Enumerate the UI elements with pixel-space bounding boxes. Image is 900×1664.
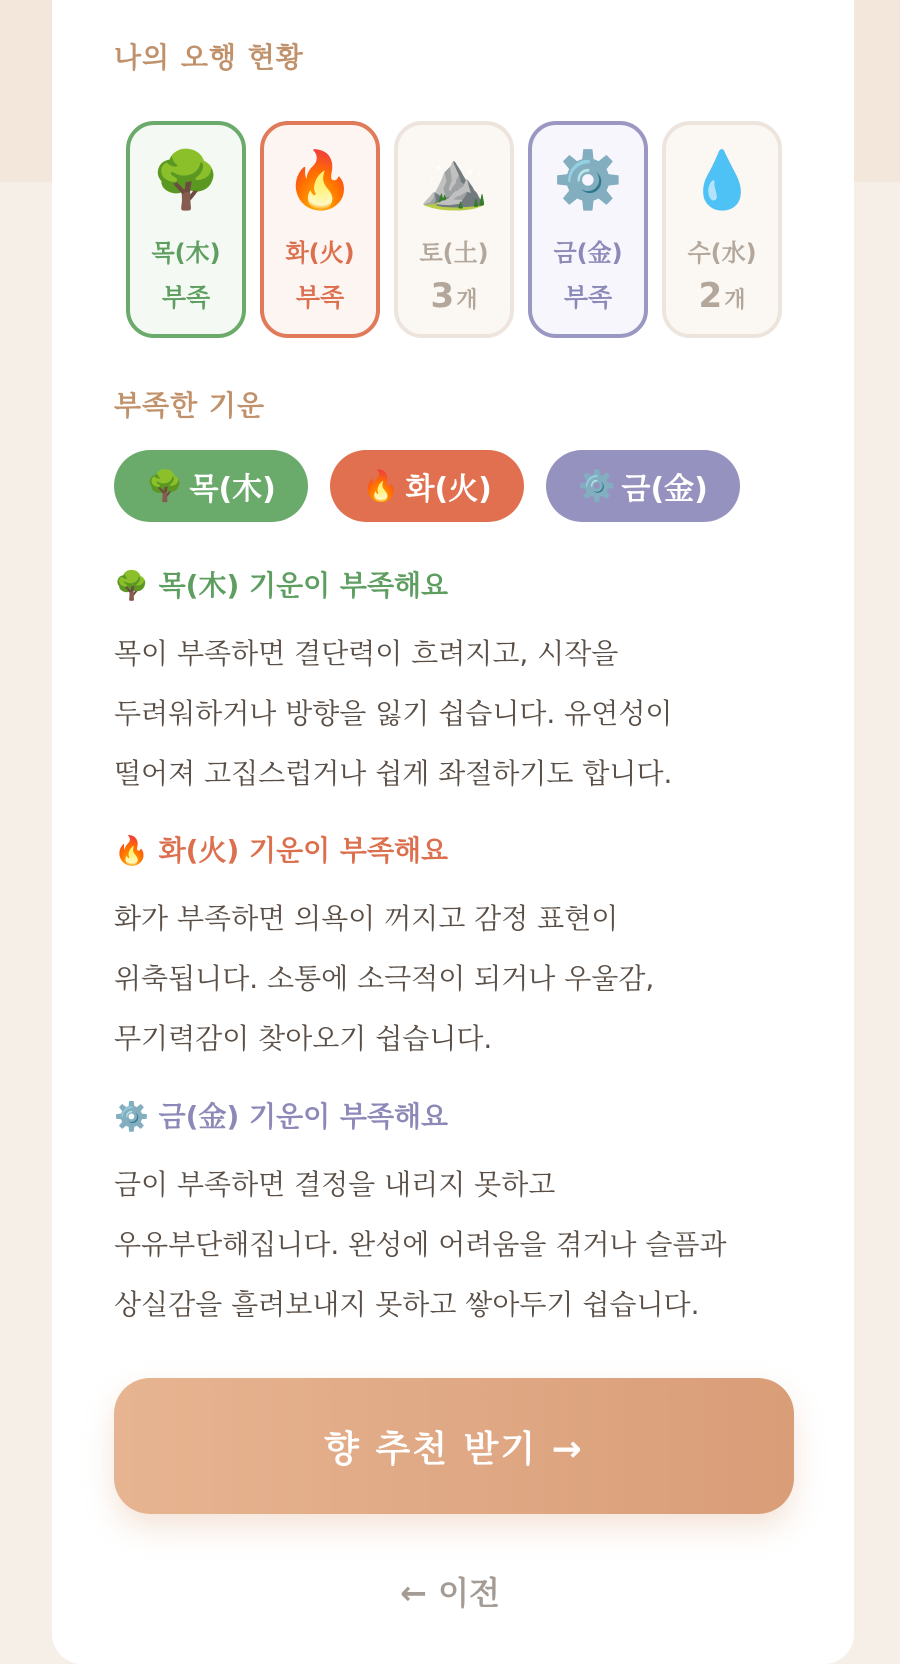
description-line: 위축됩니다. 소통에 소극적이 되거나 우울감, [114, 962, 655, 995]
status-section-title: 나의 오행 현황 [114, 41, 304, 74]
description-wood [114, 566, 794, 804]
back-button[interactable]: ← 이전 [400, 1574, 500, 1612]
element-count [431, 276, 478, 316]
five-elements-row [126, 121, 782, 338]
description-line: 화가 부족하면 의욕이 꺼지고 감정 표현이 [114, 902, 619, 935]
element-card-wood [126, 121, 246, 338]
description-heading-text: 금(金) 기운이 부족해요 [158, 1100, 449, 1133]
element-status: 부족 [161, 283, 211, 312]
element-name: 목(木) [151, 239, 221, 267]
lacking-pill-label: 금(金) [621, 472, 708, 507]
description-line: 상실감을 흘려보내지 못하고 쌓아두기 쉽습니다. [114, 1288, 700, 1321]
element-count-unit: 개 [456, 288, 478, 313]
element-count-value: 3 [430, 276, 455, 316]
background-band-right [848, 0, 900, 182]
mountain-icon: ⛰️ [419, 148, 489, 213]
fire-icon: 🔥 [362, 468, 400, 504]
description-heading [114, 1097, 794, 1137]
description-line: 금이 부족하면 결정을 내리지 못하고 [114, 1168, 556, 1201]
description-line: 무기력감이 찾아오기 쉽습니다. [114, 1022, 493, 1055]
droplet-icon: 💧 [687, 148, 757, 213]
description-body [114, 1155, 794, 1335]
description-heading [114, 566, 794, 606]
description-metal [114, 1097, 794, 1335]
element-card-metal [528, 121, 648, 338]
element-count-value: 2 [698, 276, 723, 316]
description-line: 떨어져 고집스럽거나 쉽게 좌절하기도 합니다. [114, 757, 673, 790]
description-fire [114, 831, 794, 1069]
lacking-pill-label: 목(木) [189, 472, 276, 507]
tree-icon: 🌳 [146, 468, 184, 504]
description-heading-text: 목(木) 기운이 부족해요 [158, 569, 449, 602]
description-line: 우유부단해집니다. 완성에 어려움을 겪거나 슬픔과 [114, 1228, 727, 1261]
gear-icon: ⚙️ [114, 1100, 149, 1133]
lacking-section-title: 부족한 기운 [114, 389, 265, 422]
lacking-pill-metal [546, 450, 740, 522]
element-card-water [662, 121, 782, 338]
lacking-pill-wood [114, 450, 308, 522]
fire-icon: 🔥 [114, 834, 149, 867]
element-status: 부족 [563, 283, 613, 312]
gear-icon: ⚙️ [578, 468, 616, 504]
lacking-elements-list [114, 450, 740, 522]
element-status: 부족 [295, 283, 345, 312]
element-count [699, 276, 746, 316]
description-line: 두려워하거나 방향을 잃기 쉽습니다. 유연성이 [114, 697, 673, 730]
background-band-left [0, 0, 52, 182]
gear-icon: ⚙️ [553, 148, 623, 213]
description-heading [114, 831, 794, 871]
description-line: 목이 부족하면 결단력이 흐려지고, 시작을 [114, 637, 619, 670]
lacking-pill-label: 화(火) [405, 472, 492, 507]
element-name: 금(金) [553, 239, 623, 267]
description-body [114, 889, 794, 1069]
tree-icon: 🌳 [151, 148, 221, 213]
tree-icon: 🌳 [114, 569, 149, 602]
element-card-earth [394, 121, 514, 338]
fire-icon: 🔥 [285, 148, 355, 213]
description-heading-text: 화(火) 기운이 부족해요 [158, 834, 449, 867]
element-card-fire [260, 121, 380, 338]
element-name: 토(土) [419, 239, 489, 267]
lacking-pill-fire [330, 450, 524, 522]
element-name: 수(水) [687, 239, 757, 267]
get-incense-recommendation-button[interactable]: 향 추천 받기 → [114, 1378, 794, 1514]
description-body [114, 624, 794, 804]
element-name: 화(火) [285, 239, 355, 267]
element-count-unit: 개 [724, 288, 746, 313]
